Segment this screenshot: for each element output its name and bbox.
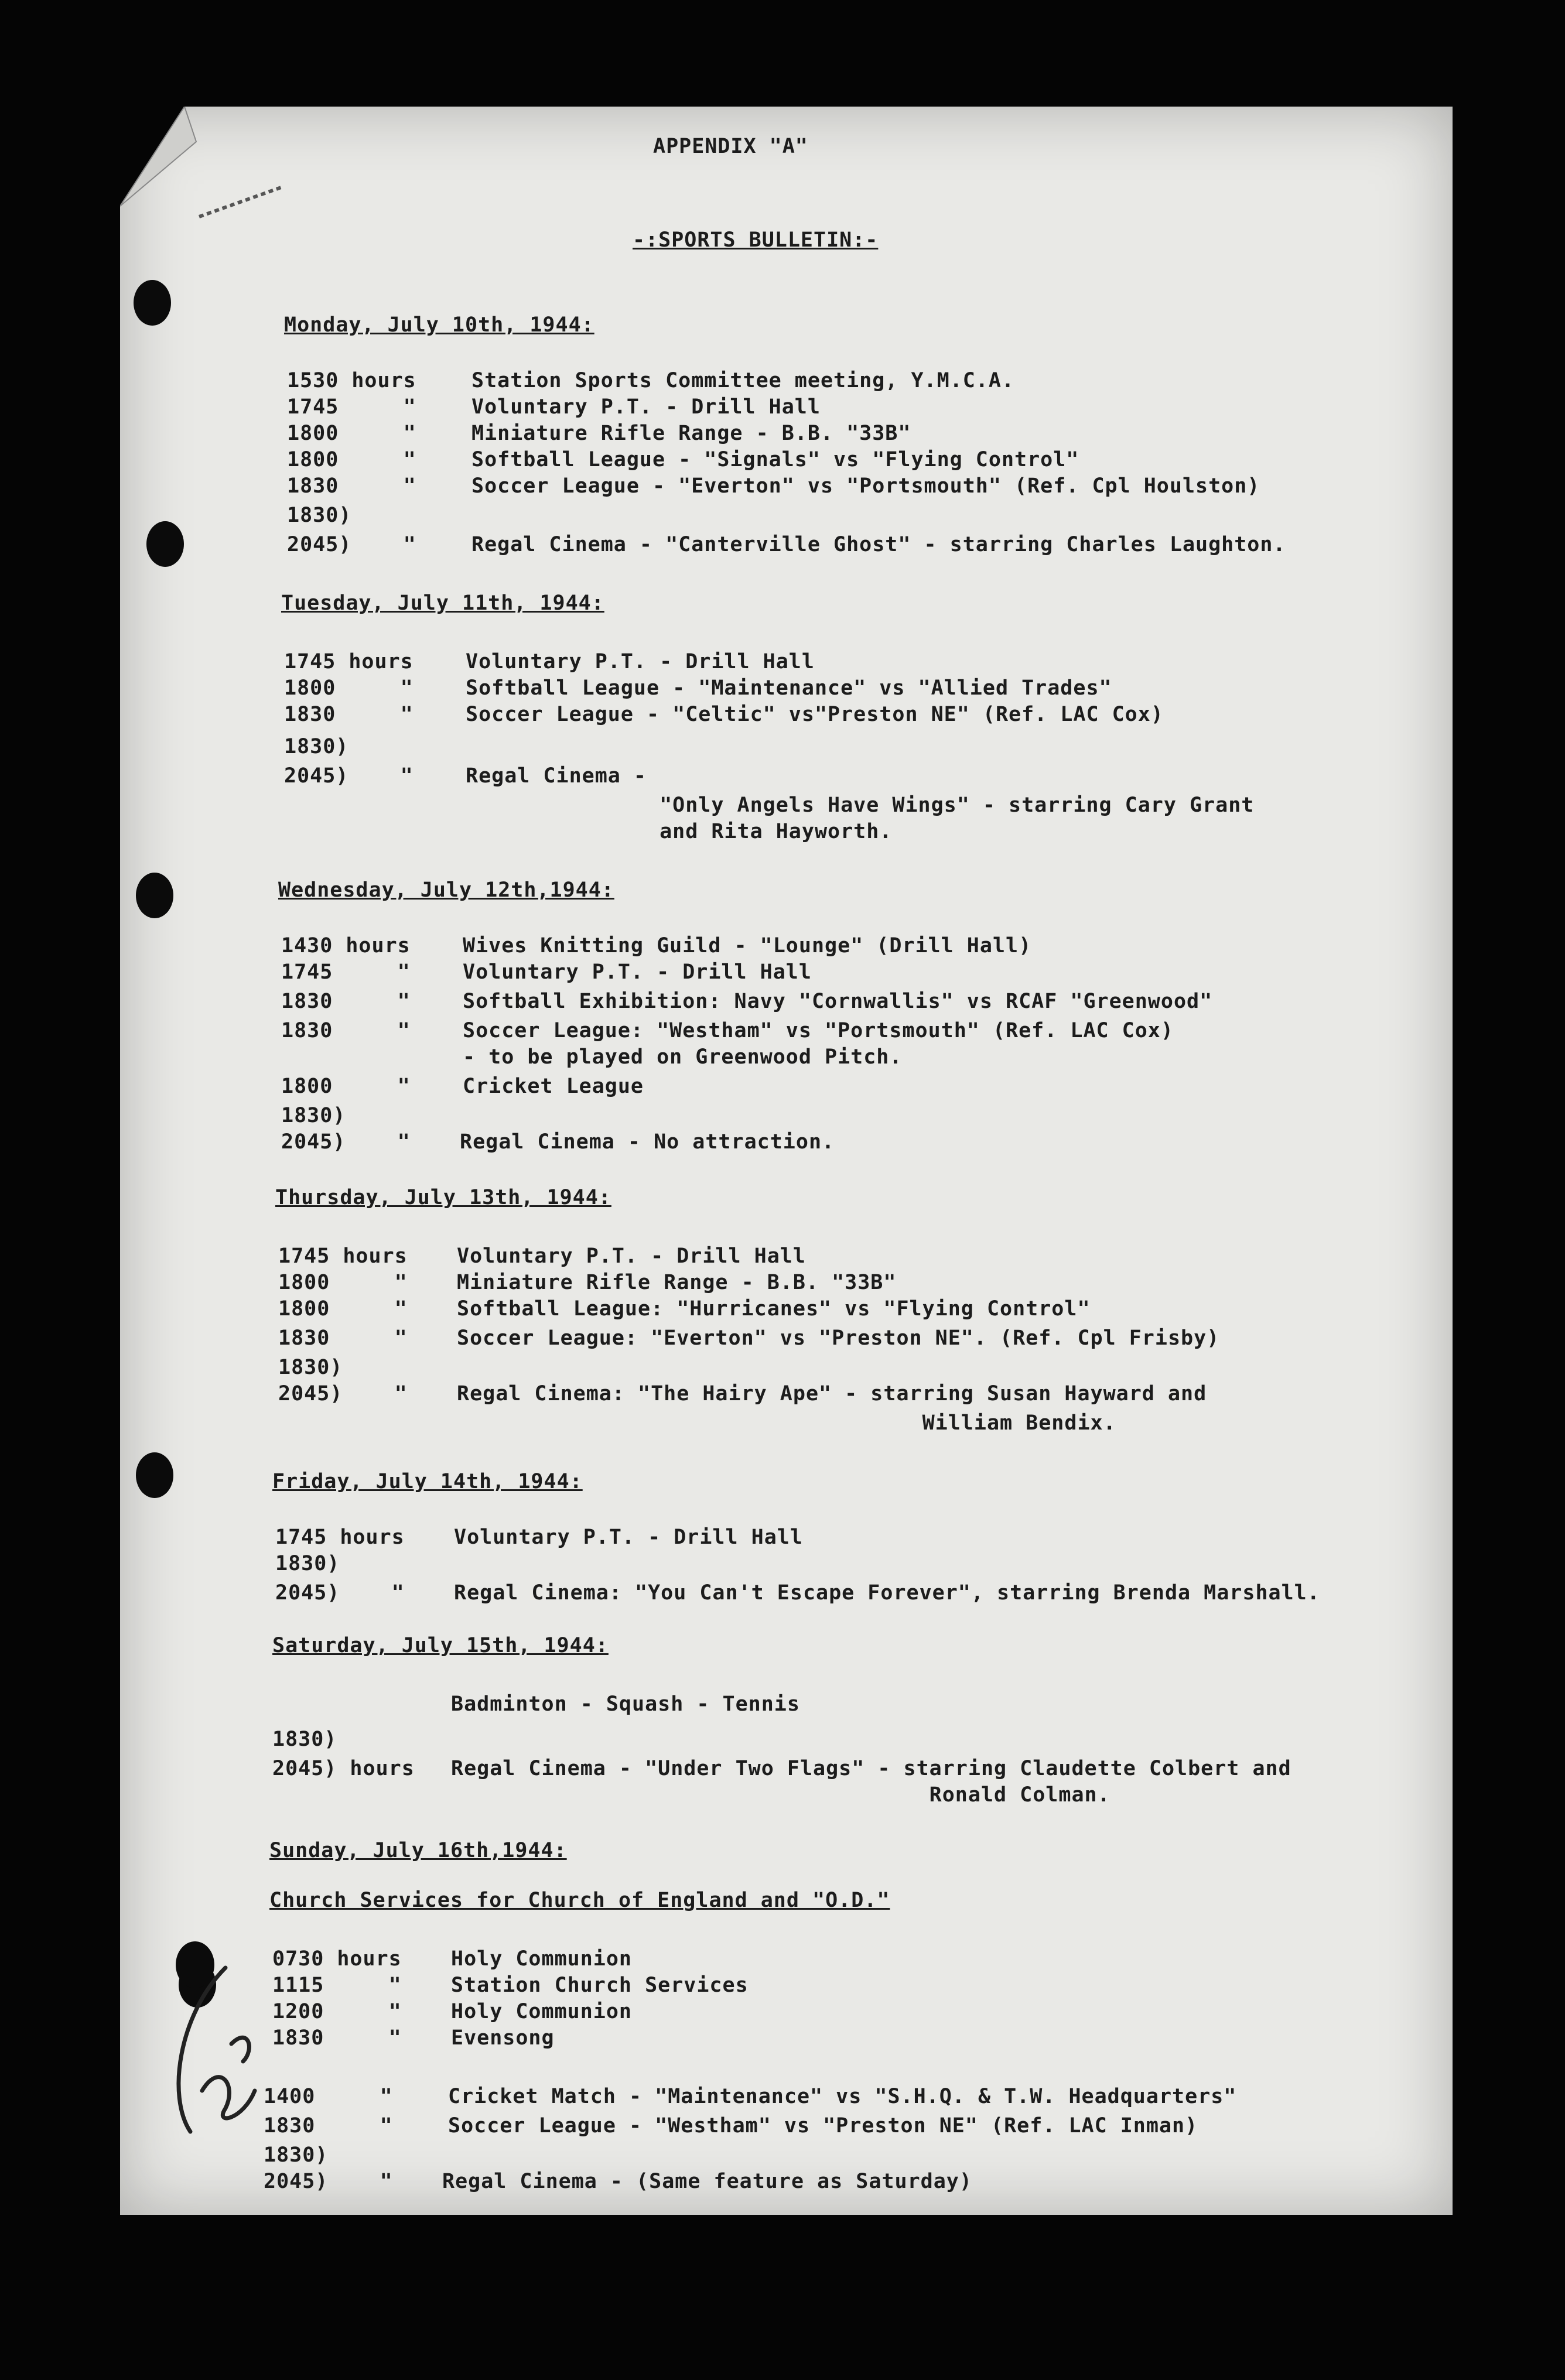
day-heading: Friday, July 14th, 1944: [272, 1470, 583, 1493]
entry-time: 1830 " [287, 474, 416, 498]
entry-event: Ronald Colman. [451, 1783, 1110, 1807]
entry-event: Regal Cinema: "You Can't Escape Forever", starring Brenda Marshall. [454, 1581, 1320, 1605]
entry-time: 1830 " [278, 1326, 408, 1350]
entry-event: Softball League - "Signals" vs "Flying Control" [471, 448, 1079, 471]
entry-event: Regal Cinema - [466, 764, 647, 788]
entry-event: Voluntary P.T. - Drill Hall [471, 395, 821, 419]
entry-event: Voluntary P.T. - Drill Hall [454, 1526, 803, 1549]
entry-time: 1800 " [284, 676, 414, 700]
entry-time: 1745 hours [284, 650, 414, 673]
entry-event: Soccer League: "Westham" vs "Portsmouth" (Ref. LAC Cox) [463, 1019, 1174, 1042]
entry-time: 1800 " [287, 422, 416, 445]
entry-time: 1745 " [281, 960, 411, 984]
entry-event: Station Sports Committee meeting, Y.M.C.A. [471, 369, 1015, 392]
entry-time: 1400 " [264, 2085, 393, 2108]
entry-event: Wives Knitting Guild - "Lounge" (Drill Hall) [463, 934, 1032, 958]
entry-event: Regal Cinema - (Same feature as Saturday) [442, 2170, 972, 2193]
day-heading: Sunday, July 16th,1944: [269, 1839, 567, 1862]
entry-event: Voluntary P.T. - Drill Hall [466, 650, 815, 673]
entry-time: 1830) [272, 1728, 337, 1751]
entry-event: William Bendix. [457, 1411, 1116, 1435]
entry-time: 1830 " [264, 2114, 393, 2138]
entry-event: Holy Communion [451, 1947, 633, 1971]
entry-time: 1745 hours [275, 1526, 405, 1549]
entry-time: 1830) [264, 2143, 329, 2167]
entry-time: 1830) [287, 504, 352, 527]
entry-time: 1745 hours [278, 1244, 408, 1268]
entry-event: Softball League - "Maintenance" vs "Allied Trades" [466, 676, 1112, 700]
entry-time: 1830 " [284, 703, 414, 726]
day-heading: Monday, July 10th, 1944: [284, 313, 594, 337]
entry-time: 1830) [275, 1552, 340, 1575]
church-services-heading: Church Services for Church of England and "O.D." [269, 1889, 890, 1912]
entry-time: 1800 " [281, 1075, 411, 1098]
entry-time: 1115 " [272, 1974, 402, 1997]
entry-time: 2045) " [281, 1130, 411, 1154]
entry-time: 1200 " [272, 2000, 402, 2023]
entry-event: Voluntary P.T. - Drill Hall [457, 1244, 806, 1268]
appendix-heading: APPENDIX "A" [653, 135, 808, 158]
entry-time: 1830) [278, 1356, 343, 1379]
entry-time: 1830 " [281, 1019, 411, 1042]
entry-time: 2045) " [287, 533, 416, 556]
entry-time: 2045) " [264, 2170, 393, 2193]
entry-time: 1430 hours [281, 934, 411, 958]
entry-time: 1800 " [278, 1297, 408, 1321]
entry-event: Soccer League - "Westham" vs "Preston NE" (Ref. LAC Inman) [448, 2114, 1198, 2138]
entry-time: 1830 " [272, 2026, 402, 2050]
entry-event: Voluntary P.T. - Drill Hall [463, 960, 812, 984]
entry-event: Regal Cinema: "The Hairy Ape" - starring Susan Hayward and [457, 1382, 1207, 1406]
day-heading: Tuesday, July 11th, 1944: [281, 591, 604, 615]
entry-event: Regal Cinema - "Under Two Flags" - starring Claudette Colbert and [451, 1757, 1291, 1780]
entry-event: Miniature Rifle Range - B.B. "33B" [471, 422, 911, 445]
entry-time: 1800 " [278, 1271, 408, 1294]
entry-time: 1800 " [287, 448, 416, 471]
entry-event: Badminton - Squash - Tennis [451, 1692, 800, 1716]
entry-event: Holy Communion [451, 2000, 633, 2023]
entry-event: Cricket Match - "Maintenance" vs "S.H.Q. & T.W. Headquarters" [448, 2085, 1237, 2108]
day-heading: Thursday, July 13th, 1944: [275, 1186, 611, 1209]
entry-event: Regal Cinema - No attraction. [460, 1130, 835, 1154]
entry-time: 2045) " [278, 1382, 408, 1406]
entry-event: "Only Angels Have Wings" - starring Cary Grant [466, 794, 1255, 817]
entry-event: Station Church Services [451, 1974, 749, 1997]
entry-event: Softball League: "Hurricanes" vs "Flying Control" [457, 1297, 1091, 1321]
entry-event: Cricket League [463, 1075, 644, 1098]
entry-time: 1745 " [287, 395, 416, 419]
entry-event: Regal Cinema - "Canterville Ghost" - starring Charles Laughton. [471, 533, 1286, 556]
entry-event: Miniature Rifle Range - B.B. "33B" [457, 1271, 897, 1294]
entry-time: 1530 hours [287, 369, 416, 392]
day-heading: Wednesday, July 12th,1944: [278, 878, 614, 902]
entry-time: 1830) [284, 735, 349, 758]
entry-time: 2045) hours [272, 1757, 415, 1780]
entry-time: 2045) " [284, 764, 414, 788]
day-heading: Saturday, July 15th, 1944: [272, 1634, 609, 1657]
entry-event: - to be played on Greenwood Pitch. [463, 1045, 903, 1069]
entry-time: 1830) [281, 1104, 346, 1127]
entry-event: Soccer League: "Everton" vs "Preston NE". (Ref. Cpl Frisby) [457, 1326, 1220, 1350]
entry-event: Soccer League - "Everton" vs "Portsmouth" (Ref. Cpl Houlston) [471, 474, 1260, 498]
entry-event: Softball Exhibition: Navy "Cornwallis" vs RCAF "Greenwood" [463, 990, 1213, 1013]
entry-event: Evensong [451, 2026, 555, 2050]
entry-time: 1830 " [281, 990, 411, 1013]
entry-event: and Rita Hayworth. [466, 820, 893, 843]
bulletin-title: -:SPORTS BULLETIN:- [633, 228, 879, 252]
entry-time: 2045) " [275, 1581, 405, 1605]
entry-event: Soccer League - "Celtic" vs"Preston NE" (Ref. LAC Cox) [466, 703, 1164, 726]
entry-time: 0730 hours [272, 1947, 402, 1971]
